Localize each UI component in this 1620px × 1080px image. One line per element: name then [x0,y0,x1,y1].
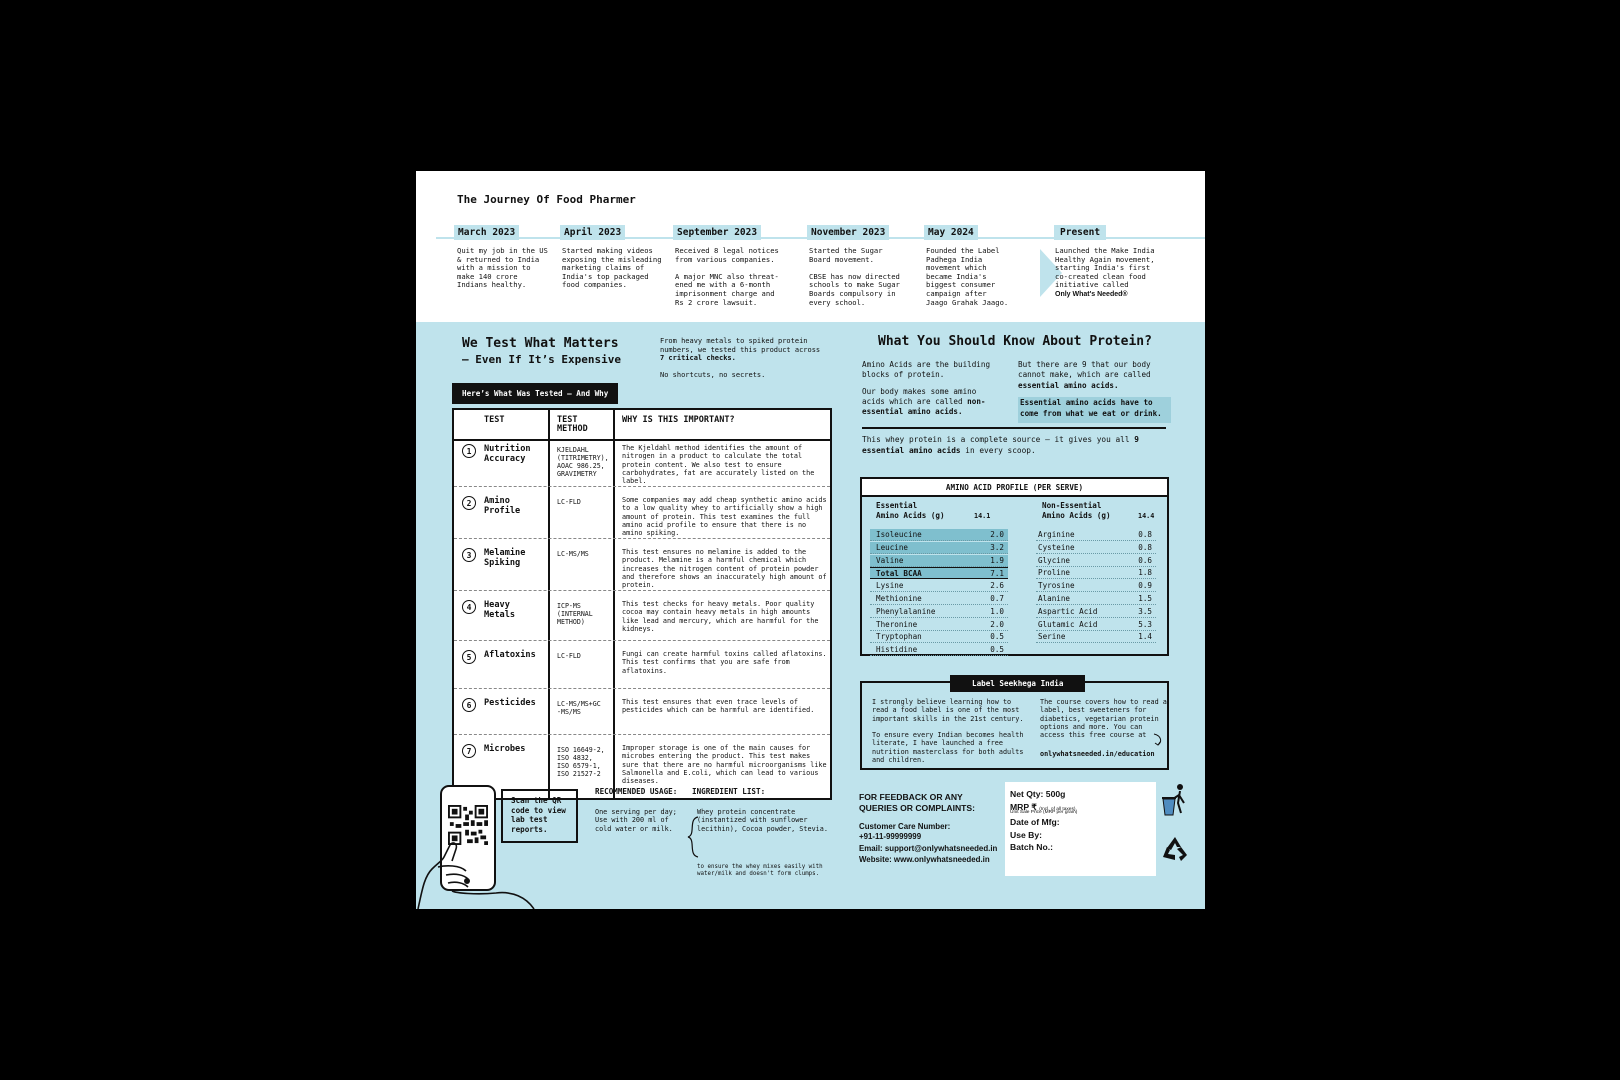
test-name: Melamine Spiking [484,548,526,568]
nonessential-amino-row [1036,593,1156,605]
test-reason: This test checks for heavy metals. Poor quality cocoa may contain heavy metals in high amounts like lead and mercury, which are harmful for the kidneys. [622,600,819,633]
test-reason: The Kjeldahl method identifies the amount of nitrogen in a product to calculate the total protein content. We also test to ensure carbohydrates, fat are accurately listed on the label. [622,444,815,486]
nonessential-amino-row [1036,529,1156,541]
test-name: Pesticides [484,698,536,708]
nonessential-amino-row [1036,606,1156,618]
test-number-icon: 3 [462,548,476,562]
amino-value: 3.5 [1138,606,1152,616]
tests-heading-line-1: We Test What Matters [462,336,619,351]
lsi-right: The course covers how to read a label, best sweeteners for diabetics, vegetarian protein options and more. You can access this free course at [1040,698,1167,740]
amino-name: Isoleucine [876,530,922,539]
lsi-left-1: I strongly believe learning how to read a food label is one of the most important skills in the 21st century. [872,698,1024,723]
essential-total: 14.1 [974,512,991,520]
amino-name: Leucine [876,542,909,552]
tests-table-title: Here’s What Was Tested — And Why [452,383,618,404]
essential-amino-row [870,644,1008,656]
amino-name: Proline [1038,568,1071,578]
amino-value: 2.0 [990,530,1004,539]
test-method: LC-FLD [557,498,581,506]
journey-title: The Journey Of Food Pharmer [457,193,636,206]
protein-p2-text: Our body makes some amino acids which are called [862,386,977,406]
amino-value: 0.8 [1138,542,1152,552]
milestone-text: Started making videos exposing the misleading marketing claims of India's top packaged food companies. [562,246,662,290]
unit-price: Unit Sale Price (MRP per gram) [1010,810,1078,816]
protein-p1: Amino Acids are the building blocks of protein. [862,360,991,380]
batch-no: Batch No.: [1010,842,1053,853]
milestone-text: Started the Sugar Board movement. CBSE has now directed schools to make Sugar Boards compulsory in every school. [809,246,900,307]
essential-amino-row [870,567,1008,579]
milestone-text: Launched the Make India Healthy Again movement, starting India's first co-created clean food initiative called [1055,246,1155,290]
amino-value: 1.5 [1138,594,1152,603]
amino-value: 1.0 [990,606,1004,616]
protein-highlight: Essential amino acids have to come from what we eat or drink. [1018,397,1171,423]
tests-heading-line-2: — Even If It’s Expensive [462,353,621,366]
label-seekhega-title: Label Seekhega India [950,675,1085,692]
care-number: +91-11-99999999 [859,832,922,841]
milestone-text: Founded the Label Padhega India movement which became India's biggest consumer campaign after Jaago Grahak Jaago. [926,246,1009,307]
label-panel [416,171,1205,909]
test-number-icon: 7 [462,744,476,758]
use-by: Use By: [1010,829,1042,840]
milestone-label: Present [1054,225,1106,240]
test-number-icon: 1 [462,444,476,458]
amino-name: Aspartic Acid [1038,606,1098,616]
amino-name: Tryptophan [876,632,922,642]
row-divider [454,640,830,641]
test-name: Heavy Metals [484,600,516,620]
column-divider [613,410,615,798]
amino-value: 0.7 [990,594,1004,603]
dustbin-icon [1161,783,1187,819]
ingredients-note: to ensure the whey mixes easily with water/milk and doesn't form clumps. [697,864,823,878]
amino-value: 0.8 [1138,530,1152,539]
row-divider [454,538,830,539]
brand-name: Only What's Needed® [1055,291,1128,298]
row-divider [454,688,830,689]
milestone-label: November 2023 [807,225,889,240]
amino-value: 1.8 [1138,568,1152,578]
test-number-icon: 6 [462,698,476,712]
milestone-text: Quit my job in the US & returned to India with a mission to make 140 crore Indians healthy. [457,246,548,290]
nonessential-amino-row [1036,580,1156,592]
test-name: Aflatoxins [484,650,536,660]
divider [862,427,1166,429]
lsi-left-2: To ensure every Indian becomes health literate, I have launched a free nutrition masterclass for both adults and children. [872,731,1024,764]
protein-col-left [862,360,1002,417]
amino-profile-title: AMINO ACID PROFILE (PER SERVE) [862,479,1167,497]
essential-amino-row [870,631,1008,643]
amino-value: 5.3 [1138,619,1152,629]
curved-arrow-icon [1152,733,1164,747]
test-method: LC-MS/MS [557,550,589,558]
amino-value: 2.0 [990,619,1004,629]
nonessential-amino-row [1036,619,1156,631]
protein-summary-bold: 9 essential amino acids [862,435,1139,455]
test-number-icon: 4 [462,600,476,614]
test-reason: Fungi can create harmful toxins called aflatoxins. This test confirms that you are safe from aflatoxins. [622,650,827,675]
amino-name: Glycine [1038,555,1071,565]
label-seekhega-box [860,681,1169,770]
essential-amino-row [870,593,1008,605]
test-name: Microbes [484,744,526,754]
nonessential-header: Non-Essential Amino Acids (g) [1042,501,1111,521]
amino-name: Valine [876,555,904,565]
pack-details-box [1005,782,1156,876]
protein-p3-text: But there are 9 that our body cannot make, which are called [1018,360,1151,380]
amino-value: 0.5 [990,645,1004,655]
amino-value: 7.1 [990,569,1004,579]
protein-summary-text: This whey protein is a complete source — it gives you all [862,435,1130,444]
milestone-label: May 2024 [924,225,978,240]
amino-acid-profile-table [860,477,1169,656]
essential-amino-row [870,619,1008,631]
net-qty: Net Qty: 500g [1010,789,1066,799]
test-name: Amino Profile [484,496,521,516]
test-method: LC-FLD [557,652,581,660]
education-link[interactable]: onlywhatsneeded.in/education [1040,750,1155,758]
date-of-mfg: Date of Mfg: [1010,817,1060,828]
amino-name: Serine [1038,632,1066,642]
essential-amino-row [870,555,1008,567]
test-method: ICP-MS (INTERNAL METHOD) [557,602,593,626]
row-divider [454,590,830,591]
nonessential-amino-row [1036,555,1156,567]
column-divider [548,410,550,798]
test-number-icon: 5 [462,650,476,664]
test-method: KJELDAHL (TITRIMETRY), AOAC 986.25, GRAVIMETRY [557,446,609,478]
essential-amino-row [870,606,1008,618]
protein-summary-end: in every scoop. [965,445,1036,455]
amino-name: Alanine [1038,594,1071,603]
amino-name: Tyrosine [1038,581,1075,591]
tests-heading [462,336,621,368]
row-divider [454,734,830,735]
test-method: ISO 16649-2, ISO 4832, ISO 6579-1, ISO 21527-2 [557,746,605,778]
amino-value: 3.2 [990,542,1004,552]
scan-qr-callout: Scan the QR code to view lab test reports. [501,789,578,843]
milestone-label: September 2023 [673,225,761,240]
test-reason: This test ensures no melamine is added to the product. Melamine is a harmful chemical which increases the nitrogen content of protein powder and therefore shows an inaccurately high amount of protein. [622,548,827,590]
test-name: Nutrition Accuracy [484,444,531,464]
amino-name: Lysine [876,581,904,591]
amino-name: Phenylalanine [876,606,936,616]
protein-p3-bold: essential amino acids. [1018,380,1119,390]
amino-name: Methionine [876,594,922,603]
milestone-text: Received 8 legal notices from various companies. A major MNC also threat- ened me with a 6-month imprisonment charge and Rs 2 crore lawsuit. [675,246,779,307]
tests-table [452,408,832,800]
col-test-header: TEST [484,415,505,425]
amino-name: Glutamic Acid [1038,619,1098,629]
amino-value: 0.6 [1138,555,1152,565]
amino-value: 0.5 [990,632,1004,642]
col-why-header: WHY IS THIS IMPORTANT? [622,415,735,425]
test-reason: Some companies may add cheap synthetic amino acids to a low quality whey to artificially show a high amount of protein. This test examines the full amino acid profile to ensure that there is no amino spiking. [622,496,827,538]
protein-summary [862,435,1162,456]
care-label: Customer Care Number: [859,822,951,831]
essential-amino-row [870,580,1008,592]
protein-col-right [1018,360,1173,391]
amino-name: Total BCAA [876,569,922,579]
amino-value: 2.6 [990,581,1004,591]
ingredients-text: Whey protein concentrate (instantized with sunflower lecithin), Cocoa powder, Stevia. [697,808,828,833]
milestone-label: March 2023 [454,225,519,240]
website-link[interactable]: Website: www.onlywhatsneeded.in [859,855,990,864]
protein-title: What You Should Know About Protein? [878,334,1152,349]
amino-value: 0.9 [1138,581,1152,591]
usage-heading: RECOMMENDED USAGE: [595,787,677,799]
amino-name: Histidine [876,645,918,655]
nonessential-amino-row [1036,631,1156,643]
support-email[interactable]: Email: support@onlywhatsneeded.in [859,844,998,853]
usage-text: One serving per day; Use with 200 ml of cold water or milk. [595,808,677,833]
recycle-icon [1161,835,1189,863]
protein-p2-bold: non-essential amino acids. [862,396,986,417]
nonessential-amino-row [1036,542,1156,554]
nonessential-amino-row [1036,567,1156,579]
essential-amino-row [870,529,1008,541]
mrp-label: MRP ₹ [1010,801,1037,812]
curly-bracket-icon [684,815,700,859]
test-reason: Improper storage is one of the main causes for microbes entering the product. This test makes sure that there are no harmful microorganisms like Salmonella and E.coli, which can lead to various diseases. [622,744,827,786]
amino-name: Theronine [876,619,918,629]
test-number-icon: 2 [462,496,476,510]
feedback-heading: FOR FEEDBACK OR ANY QUERIES OR COMPLAINTS: [859,792,976,813]
essential-header: Essential Amino Acids (g) [876,501,945,521]
tests-intro-text: From heavy metals to spiked protein numbers, we tested this product across [660,337,821,354]
tests-intro [660,337,830,380]
protein-p2 [862,387,1002,418]
col-method-header: TEST METHOD [557,415,588,434]
journey-section [416,171,1205,322]
tests-tagline: No shortcuts, no secrets. [660,371,766,379]
milestone-label: April 2023 [560,225,625,240]
essential-amino-row [870,542,1008,554]
ingredients-heading: INGREDIENT LIST: [692,787,812,799]
amino-name: Arginine [1038,530,1075,539]
amino-value: 1.9 [990,555,1004,565]
amino-value: 1.4 [1138,632,1152,642]
header-divider [454,439,830,441]
test-method: LC-MS/MS+GC -MS/MS [557,700,601,716]
tests-intro-bold: 7 critical checks. [660,354,736,362]
row-divider [454,486,830,487]
mrp-note: (Incl. of all taxes) [1039,806,1076,812]
amino-name: Cysteine [1038,542,1075,552]
test-reason: This test ensures that even trace levels of pesticides which can be harmful are identified. [622,698,815,715]
nonessential-total: 14.4 [1138,512,1155,520]
